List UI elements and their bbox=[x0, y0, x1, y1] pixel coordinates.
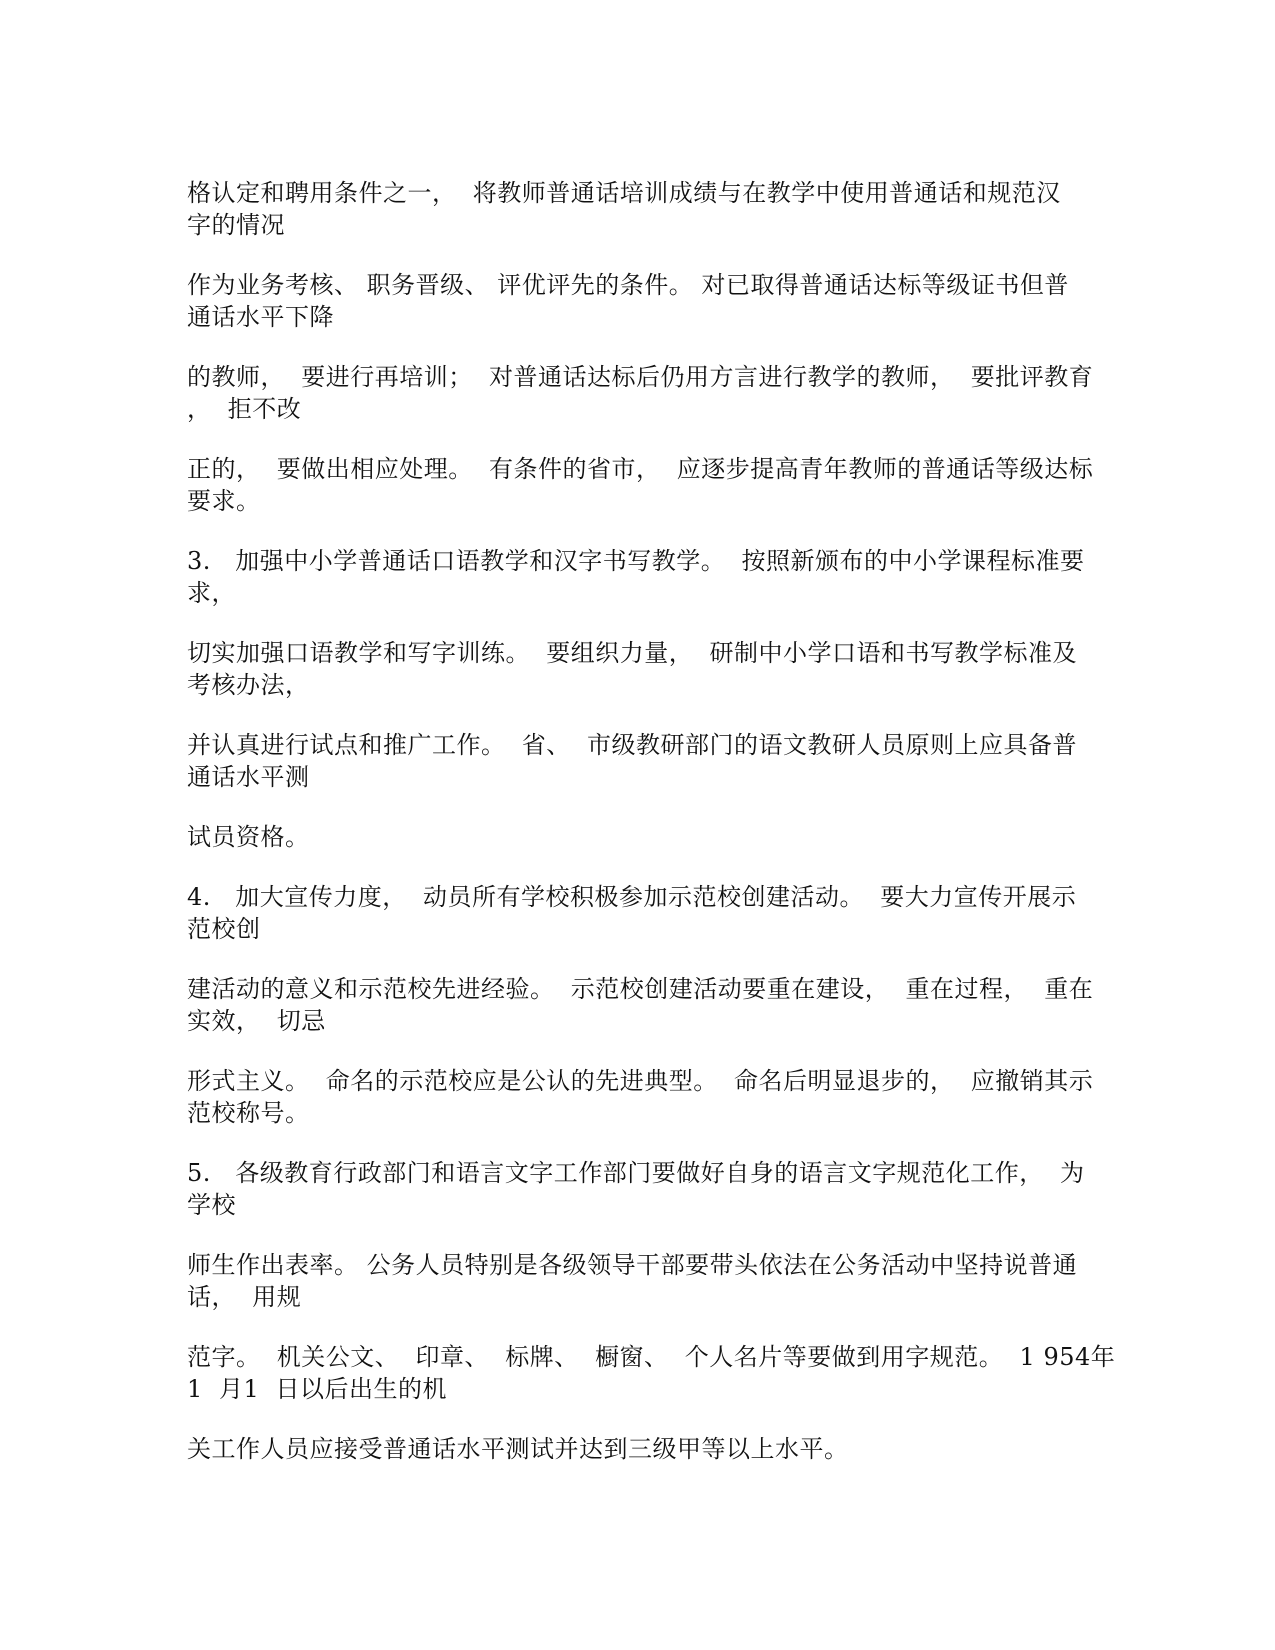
text-line: 字的情况 bbox=[187, 211, 285, 239]
text-line: 范字。 机关公文、 印章、 标牌、 橱窗、 个人名片等要做到用字规范。 1 954年 bbox=[187, 1343, 1116, 1371]
text-line: 要求。 bbox=[187, 487, 261, 515]
text-line: 格认定和聘用条件之一， 将教师普通话培训成绩与在教学中使用普通话和规范汉 bbox=[187, 179, 1061, 207]
text-line: 作为业务考核、 职务晋级、 评优评先的条件。 对已取得普通话达标等级证书但普 bbox=[187, 271, 1069, 299]
paragraph bbox=[187, 1433, 1092, 1465]
text-line: 通话水平下降 bbox=[187, 303, 334, 331]
paragraph bbox=[187, 361, 1092, 425]
document-body bbox=[187, 177, 1116, 1493]
text-line: 形式主义。 命名的示范校应是公认的先进典型。 命名后明显退步的， 应撤销其示 bbox=[187, 1067, 1094, 1095]
text-line: 通话水平测 bbox=[187, 763, 310, 791]
text-line: 范校创 bbox=[187, 915, 261, 943]
paragraph bbox=[187, 269, 1092, 333]
text-line: 学校 bbox=[187, 1191, 236, 1219]
text-line: 切实加强口语教学和写字训练。 要组织力量， 研制中小学口语和书写教学标准及 bbox=[187, 639, 1078, 667]
text-line: 求， bbox=[187, 579, 236, 607]
paragraph bbox=[187, 637, 1092, 701]
paragraph bbox=[187, 177, 1092, 241]
text-line: 考核办法， bbox=[187, 671, 310, 699]
text-line: 并认真进行试点和推广工作。 省、 市级教研部门的语文教研人员原则上应具备普 bbox=[187, 731, 1078, 759]
text-line: 1 月1 日以后出生的机 bbox=[187, 1375, 448, 1403]
text-line: 4. 加大宣传力度， 动员所有学校积极参加示范校创建活动。 要大力宣传开展示 bbox=[187, 883, 1077, 911]
text-line: 的教师， 要进行再培训； 对普通话达标后仍用方言进行教学的教师， 要批评教育 bbox=[187, 363, 1094, 391]
paragraph bbox=[187, 1065, 1092, 1129]
text-line: ， 拒不改 bbox=[187, 395, 302, 423]
paragraph bbox=[187, 1249, 1092, 1313]
text-line: 建活动的意义和示范校先进经验。 示范校创建活动要重在建设， 重在过程， 重在 bbox=[187, 975, 1094, 1003]
paragraph bbox=[187, 453, 1092, 517]
paragraph bbox=[187, 729, 1092, 793]
text-line: 试员资格。 bbox=[187, 823, 310, 851]
paragraph bbox=[187, 973, 1092, 1037]
text-line: 实效， 切忌 bbox=[187, 1007, 326, 1035]
paragraph bbox=[187, 1341, 1116, 1405]
text-line: 5. 各级教育行政部门和语言文字工作部门要做好自身的语言文字规范化工作， 为 bbox=[187, 1159, 1085, 1187]
numbered-paragraph bbox=[187, 545, 1092, 609]
numbered-paragraph bbox=[187, 1157, 1092, 1221]
text-line: 正的， 要做出相应处理。 有条件的省市， 应逐步提高青年教师的普通话等级达标 bbox=[187, 455, 1094, 483]
numbered-paragraph bbox=[187, 881, 1092, 945]
text-line: 话， 用规 bbox=[187, 1283, 302, 1311]
text-line: 师生作出表率。 公务人员特别是各级领导干部要带头依法在公务活动中坚持说普通 bbox=[187, 1251, 1078, 1279]
text-line: 关工作人员应接受普通话水平测试并达到三级甲等以上水平。 bbox=[187, 1435, 849, 1463]
text-line: 3. 加强中小学普通话口语教学和汉字书写教学。 按照新颁布的中小学课程标准要 bbox=[187, 547, 1085, 575]
paragraph bbox=[187, 821, 1092, 853]
text-line: 范校称号。 bbox=[187, 1099, 310, 1127]
